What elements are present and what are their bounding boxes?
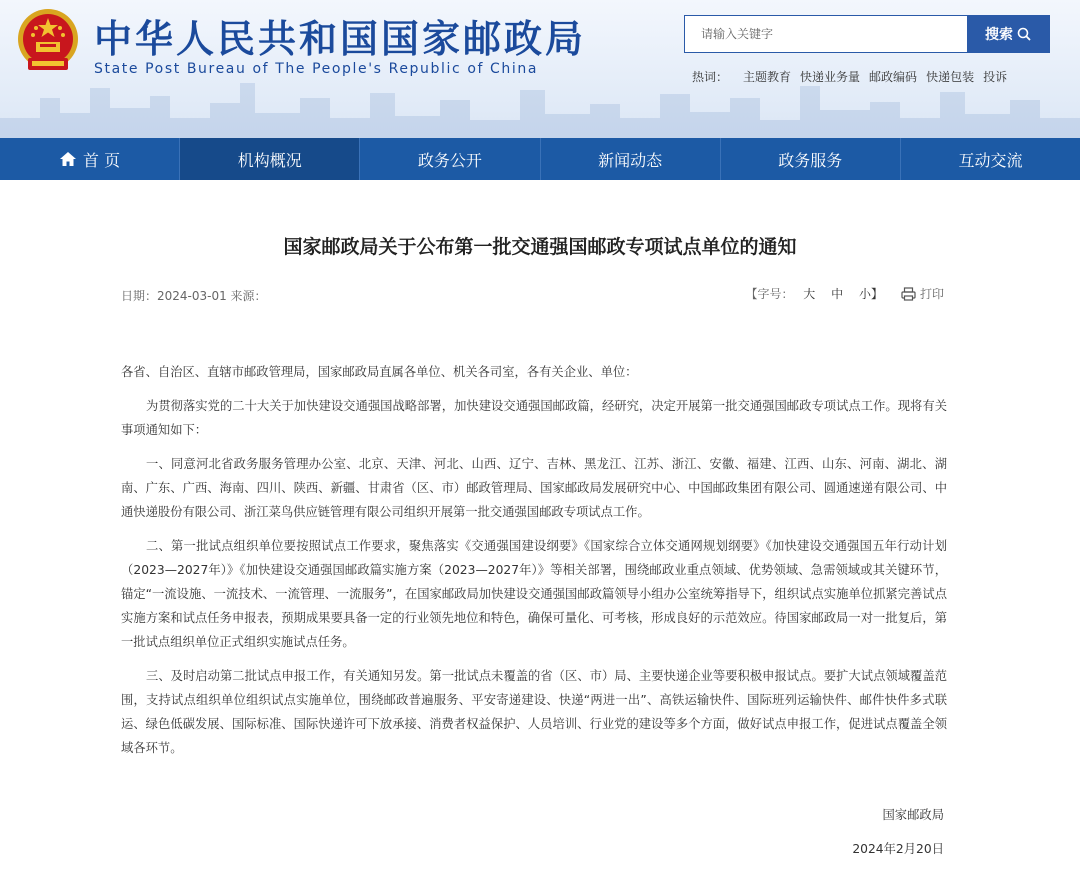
hotwords xyxy=(692,68,1007,85)
nav-label: 机构概况 xyxy=(237,150,302,170)
font-size-large[interactable]: 大 xyxy=(803,287,816,301)
nav-item-gov-affairs[interactable] xyxy=(360,138,540,180)
nav-label: 新闻动态 xyxy=(598,150,663,170)
hotword-link[interactable]: 邮政编码 xyxy=(869,70,918,84)
font-size-selector xyxy=(745,285,889,302)
article xyxy=(0,180,1080,875)
font-size-small[interactable]: 小】 xyxy=(858,287,883,301)
paragraph: 三、及时启动第二批试点申报工作，有关通知另发。第一批试点未覆盖的省（区、市）局、主要快递企业等要积极申报试点。要扩大试点领域覆盖范围，支持试点组织单位组织试点实施单位，围绕邮政普遍服务、平安寄递建设、快递“两进一出”、高铁运输快件、国际班列运输快件、邮件快件多式联运、绿色低碳发展、国际标准、国际快递许可下放承接、消费者权益保护、人员培训、行业党的建设等多个方面，做好试点申报工作，促进试点覆盖全领域各环节。 xyxy=(121,669,947,755)
signature: 国家邮政局 xyxy=(882,808,944,822)
search-icon xyxy=(1017,27,1031,41)
salutation: 各省、自治区、直辖市邮政管理局，国家邮政局直属各单位、机关各司室，各有关企业、单位： xyxy=(121,365,638,379)
nav-item-about[interactable] xyxy=(180,138,360,180)
paragraph: 一、同意河北省政务服务管理办公室、北京、天津、河北、山西、辽宁、吉林、黑龙江、江苏、浙江、安徽、福建、江西、山东、河南、湖北、湖南、广东、广西、海南、四川、陕西、新疆、甘肃省（区、市）邮政管理局、国家邮政局发展研究中心、中国邮政集团有限公司、圆通速递有限公司、中通快递股份有限公司、浙江菜鸟供应链管理有限公司组织开展第一批交通强国邮政专项试点工作。 xyxy=(121,457,947,519)
font-size-label: 【字号： xyxy=(745,287,794,301)
hotword-link[interactable]: 快递业务量 xyxy=(800,70,861,84)
paragraph: 为贯彻落实党的二十大关于加快建设交通强国战略部署，加快建设交通强国邮政篇，经研究，决定开展第一批交通强国邮政专项试点工作。现将有关事项通知如下： xyxy=(121,399,947,437)
search-input[interactable] xyxy=(685,16,967,52)
search-box xyxy=(684,15,1050,53)
nav-label: 政务公开 xyxy=(417,150,482,170)
home-icon xyxy=(59,151,77,167)
hotword-link[interactable]: 快递包装 xyxy=(926,70,975,84)
hotwords-label: 热词： xyxy=(692,70,729,84)
nav-label: 首 页 xyxy=(83,150,121,170)
article-meta: 日期：2024-03-01 来源： xyxy=(121,289,267,303)
national-emblem-icon xyxy=(14,6,82,76)
hotword-link[interactable]: 投诉 xyxy=(983,70,1008,84)
hotword-link[interactable]: 主题教育 xyxy=(743,70,792,84)
site-title: 中华人民共和国国家邮政局 xyxy=(94,17,587,61)
site-subtitle: State Post Bureau of The People's Republic of China xyxy=(94,61,539,77)
search-button-label: 搜索 xyxy=(985,27,1013,43)
printer-icon xyxy=(901,287,916,301)
nav-item-services[interactable] xyxy=(721,138,901,180)
print-button[interactable] xyxy=(901,285,944,302)
article-title: 国家邮政局关于公布第一批交通强国邮政专项试点单位的通知 xyxy=(283,236,797,258)
nav-label: 政务服务 xyxy=(778,150,843,170)
nav-label: 互动交流 xyxy=(958,150,1023,170)
article-body xyxy=(121,360,947,770)
main-nav xyxy=(0,138,1080,180)
search-button[interactable] xyxy=(967,16,1049,52)
nav-item-interaction[interactable] xyxy=(901,138,1080,180)
print-label: 打印 xyxy=(919,287,944,301)
nav-item-news[interactable] xyxy=(541,138,721,180)
paragraph: 二、第一批试点组织单位要按照试点工作要求，聚焦落实《交通强国建设纲要》《国家综合立体交通网规划纲要》《加快建设交通强国五年行动计划（2023—2027年）》《加快建设交通强国邮政篇实施方案（2023—2027年）》等相关部署，围绕邮政业重点领域、优势领域、急需领域或其关键环节，锚定“一流设施、一流技术、一流管理、一流服务”，在国家邮政局加快建设交通强国邮政篇领导小组办公室统筹指导下，组织试点实施单位抓紧完善试点实施方案和试点任务申报表，预期成果要具备一定的行业领先地位和特色，确保可量化、可考核，形成良好的示范效应。待国家邮政局一对一批复后，第一批试点组织单位正式组织实施试点任务。 xyxy=(121,539,947,649)
site-header xyxy=(0,0,1080,138)
article-tools xyxy=(745,285,944,302)
nav-item-home[interactable] xyxy=(0,138,180,180)
font-size-medium[interactable]: 中 xyxy=(831,287,844,301)
issue-date: 2024年2月20日 xyxy=(852,842,944,856)
